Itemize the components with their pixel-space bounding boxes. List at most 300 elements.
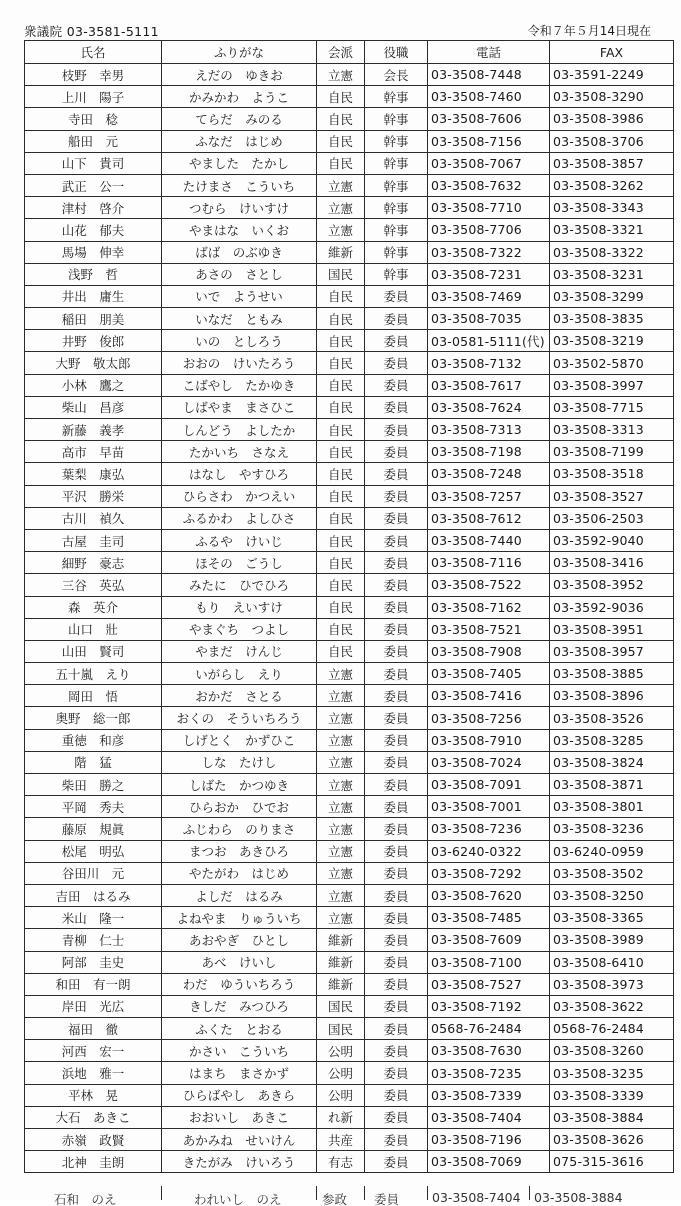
partial-table-row — [24, 1186, 653, 1206]
table-row — [25, 729, 674, 751]
member-role: 委員 — [365, 796, 428, 818]
member-party: 維新 — [317, 929, 365, 951]
member-fax: 03-3508-3973 — [550, 973, 674, 995]
member-fax: 03-3508-3526 — [550, 707, 674, 729]
member-rows — [25, 64, 674, 1173]
member-party: 国民 — [317, 263, 365, 285]
member-tel: 03-3508-7024 — [428, 751, 550, 773]
table-row — [25, 152, 674, 174]
member-name: 階 猛 — [25, 751, 162, 773]
member-role: 委員 — [365, 951, 428, 973]
member-tel: 03-3508-7196 — [428, 1129, 550, 1151]
member-kana: いがらし えり — [162, 663, 317, 685]
header-kana: ふりがな — [162, 41, 317, 64]
member-tel: 03-3508-7322 — [428, 241, 550, 263]
member-fax: 03-3508-3219 — [550, 330, 674, 352]
table-row — [25, 86, 674, 108]
member-role: 委員 — [365, 330, 428, 352]
table-row — [25, 485, 674, 507]
member-name: 浅野 哲 — [25, 263, 162, 285]
table-row — [25, 596, 674, 618]
member-tel: 03-3508-7248 — [428, 463, 550, 485]
member-tel: 03-3508-7235 — [428, 1062, 550, 1084]
member-kana: ふるや けいじ — [162, 529, 317, 551]
member-tel: 03-3508-7416 — [428, 685, 550, 707]
member-kana: みたに ひでひろ — [162, 574, 317, 596]
member-name: 古川 禎久 — [25, 507, 162, 529]
member-name: 柴田 勝之 — [25, 774, 162, 796]
member-tel: 03-3508-7609 — [428, 929, 550, 951]
member-name: 森 英介 — [25, 596, 162, 618]
member-party: 立憲 — [317, 685, 365, 707]
member-fax: 03-3508-3857 — [550, 152, 674, 174]
member-name: 井野 俊郎 — [25, 330, 162, 352]
member-name: 津村 啓介 — [25, 197, 162, 219]
member-name: 柴山 昌彦 — [25, 396, 162, 418]
member-kana: てらだ みのる — [162, 108, 317, 130]
member-role: 委員 — [365, 973, 428, 995]
member-kana: ほその ごうし — [162, 552, 317, 574]
member-tel: 03-3508-7632 — [428, 174, 550, 196]
member-party: 自民 — [317, 330, 365, 352]
member-role: 委員 — [365, 862, 428, 884]
member-fax: 03-3508-3299 — [550, 285, 674, 307]
member-role: 委員 — [365, 840, 428, 862]
member-tel: 03-3508-7404 — [428, 1106, 550, 1128]
member-party: 自民 — [317, 640, 365, 662]
member-name: 米山 隆一 — [25, 907, 162, 929]
member-fax: 03-3592-9040 — [550, 529, 674, 551]
member-fax: 03-3508-3322 — [550, 241, 674, 263]
member-role: 委員 — [365, 995, 428, 1017]
member-kana: わだ ゆういちろう — [162, 973, 317, 995]
table-row — [25, 1062, 674, 1084]
member-role: 委員 — [365, 374, 428, 396]
table-row — [25, 396, 674, 418]
member-fax: 075-315-3616 — [550, 1151, 674, 1173]
member-tel: 03-3508-7522 — [428, 574, 550, 596]
table-row — [25, 174, 674, 196]
partial-party: 参政 — [322, 1192, 348, 1206]
member-party: 立憲 — [317, 751, 365, 773]
member-party: 自民 — [317, 552, 365, 574]
member-kana: いなだ ともみ — [162, 308, 317, 330]
member-party: 立憲 — [317, 729, 365, 751]
member-fax: 03-3508-3951 — [550, 618, 674, 640]
member-kana: こばやし たかゆき — [162, 374, 317, 396]
table-row — [25, 1129, 674, 1151]
member-name: 山花 郁夫 — [25, 219, 162, 241]
member-name: 山田 賢司 — [25, 640, 162, 662]
table-row — [25, 1040, 674, 1062]
member-party: れ新 — [317, 1106, 365, 1128]
member-tel: 03-3508-7100 — [428, 951, 550, 973]
member-name: 福田 徹 — [25, 1018, 162, 1040]
member-role: 委員 — [365, 1062, 428, 1084]
table-row — [25, 108, 674, 130]
member-tel: 03-3508-7236 — [428, 818, 550, 840]
member-party: 立憲 — [317, 884, 365, 906]
member-tel: 03-3508-7706 — [428, 219, 550, 241]
table-header-row — [25, 41, 674, 64]
member-role: 幹事 — [365, 241, 428, 263]
member-kana: あべ けいし — [162, 951, 317, 973]
member-tel: 03-3508-7405 — [428, 663, 550, 685]
member-party: 立憲 — [317, 197, 365, 219]
member-role: 委員 — [365, 463, 428, 485]
partial-divider — [364, 1186, 365, 1200]
member-kana: ひらおか ひでお — [162, 796, 317, 818]
member-fax: 03-3508-3997 — [550, 374, 674, 396]
member-name: 浜地 雅一 — [25, 1062, 162, 1084]
member-fax: 03-3508-3884 — [550, 1106, 674, 1128]
member-name: 岡田 悟 — [25, 685, 162, 707]
member-fax: 03-3508-3835 — [550, 308, 674, 330]
member-name: 吉田 はるみ — [25, 884, 162, 906]
member-role: 委員 — [365, 685, 428, 707]
member-tel: 03-3508-7069 — [428, 1151, 550, 1173]
member-tel: 03-3508-7527 — [428, 973, 550, 995]
member-party: 自民 — [317, 463, 365, 485]
member-kana: やました たかし — [162, 152, 317, 174]
member-name: 平岡 秀夫 — [25, 796, 162, 818]
member-kana: やたがわ はじめ — [162, 862, 317, 884]
member-kana: よしだ はるみ — [162, 884, 317, 906]
member-tel: 03-3508-7192 — [428, 995, 550, 1017]
partial-divider — [529, 1186, 530, 1200]
member-tel: 03-3508-7001 — [428, 796, 550, 818]
member-kana: やまはな いくお — [162, 219, 317, 241]
member-role: 委員 — [365, 419, 428, 441]
member-fax: 03-3508-3365 — [550, 907, 674, 929]
member-name: 大石 あきこ — [25, 1106, 162, 1128]
member-name: 新藤 義孝 — [25, 419, 162, 441]
member-role: 委員 — [365, 352, 428, 374]
member-tel: 03-3508-7339 — [428, 1084, 550, 1106]
member-kana: よねやま りゅういち — [162, 907, 317, 929]
member-tel: 03-6240-0322 — [428, 840, 550, 862]
member-fax: 03-3508-3952 — [550, 574, 674, 596]
table-row — [25, 1084, 674, 1106]
member-kana: ばば のぶゆき — [162, 241, 317, 263]
member-role: 委員 — [365, 884, 428, 906]
partial-fax: 03-3508-3884 — [534, 1190, 623, 1205]
member-tel: 03-3508-7198 — [428, 441, 550, 463]
member-kana: おおいし あきこ — [162, 1106, 317, 1128]
member-fax: 03-3508-3502 — [550, 862, 674, 884]
member-fax: 03-3508-3871 — [550, 774, 674, 796]
member-kana: しな たけし — [162, 751, 317, 773]
table-row — [25, 796, 674, 818]
member-party: 自民 — [317, 419, 365, 441]
member-role: 委員 — [365, 308, 428, 330]
member-tel: 03-0581-5111(代) — [428, 330, 550, 352]
member-party: 立憲 — [317, 818, 365, 840]
member-kana: しんどう よしたか — [162, 419, 317, 441]
member-kana: おおの けいたろう — [162, 352, 317, 374]
member-party: 自民 — [317, 396, 365, 418]
member-tel: 03-3508-7710 — [428, 197, 550, 219]
member-role: 会長 — [365, 64, 428, 86]
member-fax: 03-3508-6410 — [550, 951, 674, 973]
member-tel: 03-3508-7162 — [428, 596, 550, 618]
member-fax: 03-3508-3260 — [550, 1040, 674, 1062]
member-fax: 03-3508-3250 — [550, 884, 674, 906]
member-party: 維新 — [317, 951, 365, 973]
table-row — [25, 64, 674, 86]
member-kana: あさの さとし — [162, 263, 317, 285]
member-party: 立憲 — [317, 663, 365, 685]
member-name: 山口 壯 — [25, 618, 162, 640]
member-party: 自民 — [317, 507, 365, 529]
member-fax: 03-3508-3290 — [550, 86, 674, 108]
member-party: 維新 — [317, 241, 365, 263]
as-of-date: 令和７年５月14日現在 — [527, 24, 651, 38]
member-kana: おかだ さとる — [162, 685, 317, 707]
header-party: 会派 — [317, 41, 365, 64]
member-fax: 03-3508-3285 — [550, 729, 674, 751]
member-role: 幹事 — [365, 86, 428, 108]
member-party: 自民 — [317, 529, 365, 551]
member-party: 立憲 — [317, 64, 365, 86]
member-party: 自民 — [317, 152, 365, 174]
member-fax: 03-3508-3957 — [550, 640, 674, 662]
member-fax: 03-3508-3896 — [550, 685, 674, 707]
member-name: 船田 元 — [25, 130, 162, 152]
table-row — [25, 618, 674, 640]
member-fax: 03-6240-0959 — [550, 840, 674, 862]
member-tel: 03-3508-7256 — [428, 707, 550, 729]
table-row — [25, 1018, 674, 1040]
member-name: 青柳 仁士 — [25, 929, 162, 951]
member-role: 委員 — [365, 663, 428, 685]
member-role: 委員 — [365, 1084, 428, 1106]
member-name: 平林 晃 — [25, 1084, 162, 1106]
member-kana: ひらばやし あきら — [162, 1084, 317, 1106]
member-kana: かさい こういち — [162, 1040, 317, 1062]
member-party: 立憲 — [317, 707, 365, 729]
member-tel: 03-3508-7035 — [428, 308, 550, 330]
member-tel: 03-3508-7624 — [428, 396, 550, 418]
member-party: 公明 — [317, 1062, 365, 1084]
member-name: 五十嵐 えり — [25, 663, 162, 685]
member-kana: しげとく かずひこ — [162, 729, 317, 751]
member-kana: きたがみ けいろう — [162, 1151, 317, 1173]
member-fax: 03-3508-3626 — [550, 1129, 674, 1151]
member-kana: やまだ けんじ — [162, 640, 317, 662]
member-role: 幹事 — [365, 219, 428, 241]
partial-divider — [427, 1186, 428, 1200]
member-tel: 03-3508-7440 — [428, 529, 550, 551]
member-name: 山下 貴司 — [25, 152, 162, 174]
partial-divider — [316, 1186, 317, 1200]
member-party: 立憲 — [317, 907, 365, 929]
member-kana: しばた かつゆき — [162, 774, 317, 796]
header-tel: 電話 — [428, 41, 550, 64]
member-party: 自民 — [317, 374, 365, 396]
member-role: 幹事 — [365, 152, 428, 174]
member-party: 自民 — [317, 108, 365, 130]
member-tel: 0568-76-2484 — [428, 1018, 550, 1040]
table-row — [25, 552, 674, 574]
header-role: 役職 — [365, 41, 428, 64]
member-role: 幹事 — [365, 197, 428, 219]
member-tel: 03-3508-7292 — [428, 862, 550, 884]
table-row — [25, 973, 674, 995]
member-party: 有志 — [317, 1151, 365, 1173]
partial-tel: 03-3508-7404 — [432, 1190, 521, 1205]
member-tel: 03-3508-7116 — [428, 552, 550, 574]
member-name: 重徳 和彦 — [25, 729, 162, 751]
member-fax: 03-3508-3339 — [550, 1084, 674, 1106]
member-party: 自民 — [317, 130, 365, 152]
member-role: 委員 — [365, 552, 428, 574]
member-role: 幹事 — [365, 263, 428, 285]
table-row — [25, 818, 674, 840]
member-name: 上川 陽子 — [25, 86, 162, 108]
member-role: 委員 — [365, 1040, 428, 1062]
member-kana: あおやぎ ひとし — [162, 929, 317, 951]
document-header — [24, 22, 651, 40]
member-kana: おくの そういちろう — [162, 707, 317, 729]
member-kana: ふじわら のりまさ — [162, 818, 317, 840]
header-fax: FAX — [550, 41, 674, 64]
member-name: 河西 宏一 — [25, 1040, 162, 1062]
member-role: 委員 — [365, 574, 428, 596]
partial-name: 石和 のえ — [54, 1192, 117, 1206]
member-kana: ひらさわ かつえい — [162, 485, 317, 507]
member-party: 自民 — [317, 441, 365, 463]
table-row — [25, 1151, 674, 1173]
member-party: 公明 — [317, 1084, 365, 1106]
partial-divider — [161, 1186, 162, 1200]
table-row — [25, 840, 674, 862]
member-party: 自民 — [317, 574, 365, 596]
member-party: 公明 — [317, 1040, 365, 1062]
table-row — [25, 241, 674, 263]
member-fax: 03-3502-5870 — [550, 352, 674, 374]
table-row — [25, 263, 674, 285]
member-role: 幹事 — [365, 108, 428, 130]
member-kana: かみかわ ようこ — [162, 86, 317, 108]
member-role: 委員 — [365, 707, 428, 729]
member-fax: 03-3508-3885 — [550, 663, 674, 685]
table-row — [25, 330, 674, 352]
member-role: 委員 — [365, 929, 428, 951]
member-party: 自民 — [317, 285, 365, 307]
member-role: 委員 — [365, 1151, 428, 1173]
member-party: 立憲 — [317, 796, 365, 818]
member-tel: 03-3508-7612 — [428, 507, 550, 529]
member-role: 委員 — [365, 596, 428, 618]
member-name: 谷田川 元 — [25, 862, 162, 884]
member-name: 葉梨 康弘 — [25, 463, 162, 485]
member-kana: ふくた とおる — [162, 1018, 317, 1040]
member-tel: 03-3508-7620 — [428, 884, 550, 906]
member-fax: 03-3508-3801 — [550, 796, 674, 818]
table-row — [25, 441, 674, 463]
member-fax: 03-3508-3518 — [550, 463, 674, 485]
header-name: 氏名 — [25, 41, 162, 64]
table-row — [25, 219, 674, 241]
member-role: 委員 — [365, 485, 428, 507]
member-fax: 03-3508-3343 — [550, 197, 674, 219]
member-role: 委員 — [365, 751, 428, 773]
member-party: 自民 — [317, 352, 365, 374]
member-name: 赤嶺 政賢 — [25, 1129, 162, 1151]
member-name: 大野 敬太郎 — [25, 352, 162, 374]
member-role: 委員 — [365, 285, 428, 307]
member-tel: 03-3508-7231 — [428, 263, 550, 285]
table-row — [25, 308, 674, 330]
member-name: 高市 早苗 — [25, 441, 162, 463]
member-role: 委員 — [365, 396, 428, 418]
member-name: 三谷 英弘 — [25, 574, 162, 596]
member-kana: いで ようせい — [162, 285, 317, 307]
member-party: 立憲 — [317, 840, 365, 862]
member-role: 委員 — [365, 441, 428, 463]
member-kana: あかみね せいけん — [162, 1129, 317, 1151]
member-kana: やまぐち つよし — [162, 618, 317, 640]
member-party: 自民 — [317, 596, 365, 618]
member-table — [24, 40, 674, 1173]
member-role: 委員 — [365, 1018, 428, 1040]
member-role: 委員 — [365, 507, 428, 529]
member-name: 寺田 稔 — [25, 108, 162, 130]
member-fax: 03-3592-9036 — [550, 596, 674, 618]
member-party: 国民 — [317, 995, 365, 1017]
table-row — [25, 285, 674, 307]
member-tel: 03-3508-7485 — [428, 907, 550, 929]
member-tel: 03-3508-7521 — [428, 618, 550, 640]
member-name: 岸田 光広 — [25, 995, 162, 1017]
member-role: 委員 — [365, 774, 428, 796]
member-kana: たかいち さなえ — [162, 441, 317, 463]
member-fax: 03-3508-7199 — [550, 441, 674, 463]
member-kana: ふなだ はじめ — [162, 130, 317, 152]
member-name: 武正 公一 — [25, 174, 162, 196]
member-kana: はなし やすひろ — [162, 463, 317, 485]
member-fax: 03-3508-3706 — [550, 130, 674, 152]
member-name: 細野 豪志 — [25, 552, 162, 574]
member-party: 立憲 — [317, 219, 365, 241]
member-role: 委員 — [365, 1129, 428, 1151]
member-tel: 03-3508-7460 — [428, 86, 550, 108]
table-row — [25, 862, 674, 884]
member-name: 北神 圭朗 — [25, 1151, 162, 1173]
member-kana: はまち まさかず — [162, 1062, 317, 1084]
table-row — [25, 929, 674, 951]
table-row — [25, 574, 674, 596]
table-row — [25, 352, 674, 374]
member-party: 自民 — [317, 618, 365, 640]
table-row — [25, 707, 674, 729]
member-kana: たけまさ こういち — [162, 174, 317, 196]
member-party: 維新 — [317, 973, 365, 995]
table-row — [25, 507, 674, 529]
member-name: 井出 庸生 — [25, 285, 162, 307]
table-row — [25, 640, 674, 662]
table-row — [25, 995, 674, 1017]
member-role: 委員 — [365, 818, 428, 840]
member-fax: 03-3508-7715 — [550, 396, 674, 418]
member-tel: 03-3508-7448 — [428, 64, 550, 86]
member-fax: 03-3508-3416 — [550, 552, 674, 574]
member-tel: 03-3508-7156 — [428, 130, 550, 152]
member-fax: 03-3508-3313 — [550, 419, 674, 441]
member-party: 立憲 — [317, 774, 365, 796]
member-role: 委員 — [365, 618, 428, 640]
